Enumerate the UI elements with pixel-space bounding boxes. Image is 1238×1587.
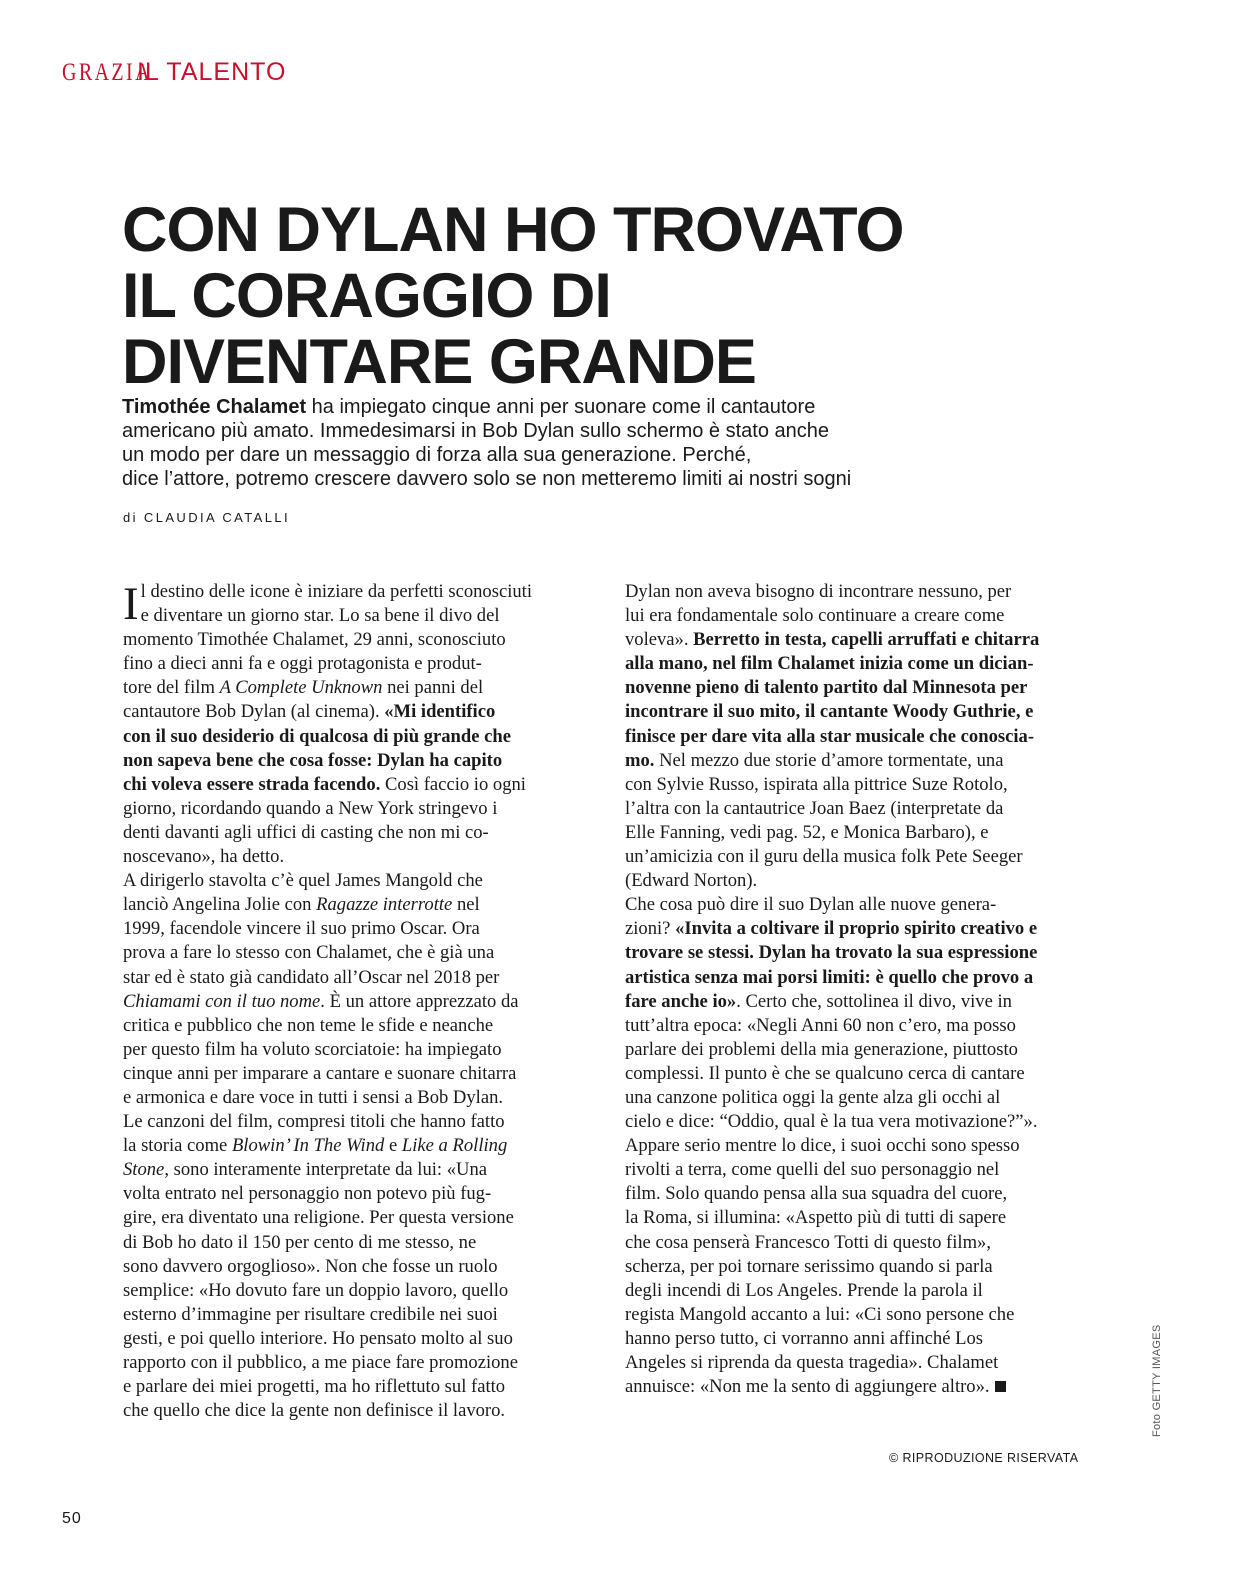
text-line: di Bob ho dato il 150 per cento di me stesso, ne — [123, 1231, 477, 1253]
text-line: scherza, per poi tornare serissimo quando si parla — [625, 1255, 993, 1277]
text-line: denti davanti agli uffici di casting che non mi co- — [123, 821, 489, 843]
standfirst-line — [122, 395, 1022, 419]
quote-bold: «Invita a coltivare il proprio spirito creativo e — [675, 918, 1038, 940]
text-line: e armonica e dare voce in tutti i sensi a Bob Dylan. — [123, 1086, 504, 1108]
text-line: sono davvero orgoglioso». Non che fosse un ruolo — [123, 1255, 498, 1277]
text-line: esterno d’immagine per risultare credibile nei suoi — [123, 1303, 498, 1325]
text-line: fino a dieci anni fa e oggi protagonista e produt- — [123, 653, 482, 675]
text-line: parlare dei problemi della mia generazione, piuttosto — [625, 1038, 1018, 1060]
article-column-1 — [123, 580, 583, 1423]
copyright-notice: © RIPRODUZIONE RISERVATA — [889, 1451, 1079, 1465]
text-line: noscevano», ha detto. — [123, 846, 285, 868]
text-line: gesti, e poi quello interiore. Ho pensato molto al suo — [123, 1327, 513, 1349]
headline — [122, 197, 1022, 395]
article-column-2 — [625, 580, 1085, 1399]
text-line: regista Mangold accanto a lui: «Ci sono persone che — [625, 1303, 1015, 1325]
text-line: gire, era diventato una religione. Per questa versione — [123, 1207, 514, 1229]
text-line: alla mano, nel film Chalamet inizia come un dician- — [625, 653, 1034, 675]
song-title: Like a Rolling — [401, 1135, 508, 1157]
text-line: lanciò Angelina Jolie con Ragazze interrotte nel — [123, 894, 480, 916]
text-line: e parlare dei miei progetti, ma ho riflettuto sul fatto — [123, 1376, 506, 1398]
text-line: non sapeva bene che cosa fosse: Dylan ha capito — [123, 749, 503, 771]
text-line: 1999, facendole vincere il suo primo Oscar. Ora — [123, 918, 480, 940]
text-line: voleva». Berretto in testa, capelli arruffati e chitarra — [625, 629, 1040, 651]
text-line: la Roma, si illumina: «Aspetto più di tutti di sapere — [625, 1207, 1007, 1229]
text-line: giorno, ricordando quando a New York stringevo i — [123, 797, 498, 819]
text-line: l destino delle icone è iniziare da perfetti sconosciuti — [140, 581, 533, 602]
text-line: chi voleva essere strada facendo. Così faccio io ogni — [123, 773, 526, 795]
text-line: Appare serio mentre lo dice, i suoi occhi sono spesso — [625, 1135, 1020, 1157]
text-line: A dirigerlo stavolta c’è quel James Mangold che — [123, 870, 483, 892]
text-line: finisce per dare vita alla star musicale che conoscia- — [625, 725, 1035, 747]
standfirst-line: un modo per dare un messaggio di forza alla sua generazione. Perché, — [122, 444, 752, 466]
text-line: la storia come Blowin’ In The Wind e Like a Rolling — [123, 1135, 508, 1157]
standfirst-name: Timothée Chalamet — [122, 396, 307, 418]
text-line: tutt’altra epoca: «Negli Anni 60 non c’ero, ma posso — [625, 1014, 1016, 1036]
text-line: e diventare un giorno star. Lo sa bene il divo del — [140, 605, 500, 627]
text-line: hanno perso tutto, ci vorranno anni affinché Los — [625, 1327, 984, 1349]
text-line: che cosa penserà Francesco Totti di questo film», — [625, 1231, 991, 1253]
text-line: per questo film ha voluto scorciatoie: ha impiegato — [123, 1038, 502, 1060]
film-title: Chiamami con il tuo nome — [123, 990, 321, 1012]
drop-cap: I — [123, 578, 139, 630]
standfirst-text: ha impiegato cinque anni per suonare come il cantautore — [306, 396, 816, 418]
page-number: 50 — [62, 1510, 82, 1527]
quote-bold: «Mi identifico — [384, 701, 496, 723]
text-line: Chiamami con il tuo nome. È un attore apprezzato da — [123, 990, 519, 1012]
text-line: film. Solo quando pensa alla sua squadra del cuore, — [625, 1183, 1008, 1205]
text-line: critica e pubblico che non teme le sfide e neanche — [123, 1014, 494, 1036]
text-line: fare anche io». Certo che, sottolinea il divo, vive in — [625, 990, 1012, 1012]
text-line: rivolti a terra, come quelli del suo personaggio nel — [625, 1159, 1000, 1181]
text-line: novenne pieno di talento partito dal Minnesota per — [625, 677, 1028, 699]
film-title: Ragazze interrotte — [316, 894, 453, 916]
text-line: complessi. Il punto è che se qualcuno cerca di cantare — [625, 1062, 1025, 1084]
text-line: tore del film A Complete Unknown nei panni del — [123, 677, 484, 699]
text-line: Che cosa può dire il suo Dylan alle nuove genera- — [625, 894, 997, 916]
text-line: rapporto con il pubblico, a me piace fare promozione — [123, 1352, 518, 1373]
text-line: incontrare il suo mito, il cantante Woody Guthrie, e — [625, 701, 1034, 723]
text-line: cinque anni per imparare a cantare e suonare chitarra — [123, 1062, 517, 1084]
magazine-header — [62, 58, 286, 87]
text-line: l’altra con la cantautrice Joan Baez (interpretate da — [625, 797, 1004, 819]
film-title: A Complete Unknown — [219, 677, 383, 699]
section-title: IL TALENTO — [137, 58, 287, 86]
quote-bold: Berretto in testa, capelli arruffati e chitarra — [693, 629, 1040, 651]
text-line: Elle Fanning, vedi pag. 52, e Monica Barbaro), e — [625, 821, 989, 843]
text-line: star ed è stato già candidato all’Oscar nel 2018 per — [123, 966, 500, 988]
text-line: Le canzoni del film, compresi titoli che hanno fatto — [123, 1111, 505, 1133]
text-line: annuisce: «Non me la sento di aggiungere altro». — [625, 1375, 1085, 1399]
text-line: prova a fare lo stesso con Chalamet, che è già una — [123, 942, 495, 964]
text-line: semplice: «Ho dovuto fare un doppio lavoro, quello — [123, 1279, 509, 1301]
text-line: volta entrato nel personaggio non potevo più fug- — [123, 1183, 492, 1205]
text-line: zioni? «Invita a coltivare il proprio spirito creativo e — [625, 918, 1038, 940]
text-line: Angeles si riprenda da questa tragedia». Chalamet — [625, 1352, 999, 1373]
standfirst-line: americano più amato. Immedesimarsi in Bob Dylan sullo schermo è stato anche — [122, 420, 829, 442]
text-line: cantautore Bob Dylan (al cinema). «Mi identifico — [123, 701, 496, 723]
text-line: Stone, sono interamente interpretate da lui: «Una — [123, 1159, 488, 1181]
text-line: un’amicizia con il guru della musica folk Pete Seeger — [625, 846, 1023, 868]
brand-logo: GRAZIA — [62, 59, 152, 86]
text-line: una canzone politica oggi la gente alza gli occhi al — [625, 1086, 1001, 1108]
headline-line: IL CORAGGIO DI — [122, 261, 611, 331]
song-title: Blowin’ In The Wind — [231, 1135, 385, 1157]
text-line: degli incendi di Los Angeles. Prende la parola il — [625, 1279, 983, 1301]
byline: di CLAUDIA CATALLI — [123, 510, 290, 525]
text-line: con Sylvie Russo, ispirata alla pittrice Suze Rotolo, — [625, 773, 1008, 795]
headline-line: DIVENTARE GRANDE — [122, 327, 756, 397]
text-line: lui era fondamentale solo continuare a creare come — [625, 605, 1005, 627]
standfirst — [122, 395, 1022, 491]
text-line: (Edward Norton). — [625, 870, 758, 892]
song-title: Stone — [123, 1159, 165, 1181]
text-line: cielo e dice: “Oddio, qual è la tua vera motivazione?”». — [625, 1111, 1038, 1133]
text-line: trovare se stessi. Dylan ha trovato la sua espressione — [625, 942, 1038, 964]
text-line: che quello che dice la gente non definisce il lavoro. — [123, 1400, 506, 1422]
text-line: artistica senza mai porsi limiti: è quello che provo a — [625, 966, 1034, 988]
text-line: mo. Nel mezzo due storie d’amore tormentate, una — [625, 749, 1004, 771]
standfirst-line: dice l’attore, potremo crescere davvero solo se non metteremo limiti ai nostri sogni — [122, 468, 852, 490]
text-line: momento Timothée Chalamet, 29 anni, sconosciuto — [123, 629, 506, 651]
text-line: con il suo desiderio di qualcosa di più grande che — [123, 725, 511, 747]
text-line: Dylan non aveva bisogno di incontrare nessuno, per — [625, 581, 1012, 602]
end-of-article-icon — [995, 1381, 1006, 1392]
headline-line: CON DYLAN HO TROVATO — [122, 195, 904, 265]
photo-credit: Foto GETTY IMAGES — [1151, 1324, 1163, 1437]
